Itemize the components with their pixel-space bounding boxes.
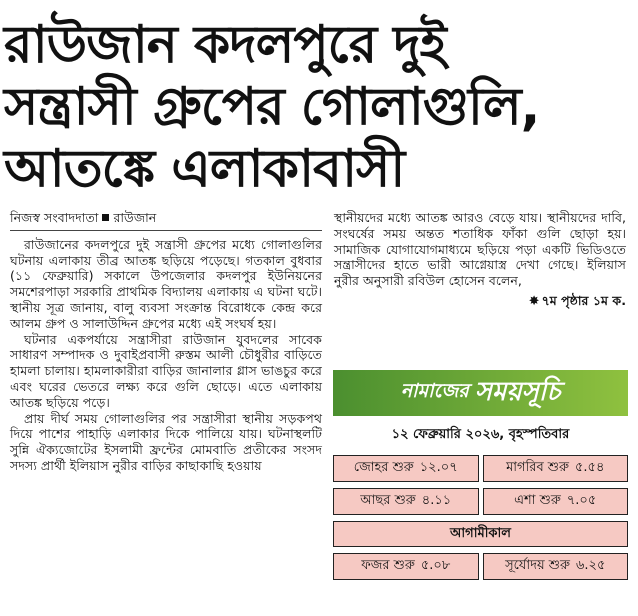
location: রাউজান	[113, 210, 157, 225]
article-paragraph: স্থানীয়দের মধ্যে আতঙ্ক আরও বেড়ে যায়। স্থানীয়দের দাবি, সংঘর্ষের সময় অন্তত শতাধিক ফাঁকা গুলি ছোড়া হয়। সামাজিক যোগাযোগমাধ্যমে ছড়িয়ে পড়া একটি ভিডিওতে সন্ত্রাসীদের হাতে ভারী আগ্নেয়াস্ত্র দেখা গেছে। ইলিয়াস নুরীর অনুসারী রবিউল হোসেন বলেন,	[334, 210, 626, 289]
prayer-banner-small: নামাজের	[400, 380, 469, 402]
prayer-label: মাগরিব শুরু	[506, 460, 569, 475]
prayer-label: এশা শুরু	[514, 493, 561, 508]
prayer-cell	[483, 553, 629, 580]
article-paragraph: প্রায় দীর্ঘ সময় গোলাগুলির পর সন্ত্রাসীরা স্থানীয় সড়কপথ দিয়ে পাশের পাহাড়ি এলাকার দিকে পালিয়ে যায়। ঘটনাস্থলটি সুন্নি ঐক্যজোটের ইসলামী ফ্রন্টের মোমবাতি প্রতীকের সংসদ সদস্য প্রার্থী ইলিয়াস নুরীর বাড়ির কাছাকাছি হওয়ায়	[10, 410, 322, 473]
prayer-cell	[333, 455, 479, 482]
headline-line: রাউজান কদলপুরে দুই	[4, 15, 446, 75]
prayer-banner	[333, 370, 628, 416]
prayer-time: ৪.১১	[421, 493, 452, 508]
article-paragraph: ঘটনার একপর্যায়ে সন্ত্রাসীরা রাউজান যুবদলের সাবেক সাধারণ সম্পাদক ও দুবাইপ্রবাসী রুস্তম আলী চৌধুরীর বাড়িতে হামলা চালায়। হামলাকারীরা বাড়ির জানালার গ্লাস ভাঙচুর করে এবং ঘরের ভেতরে লক্ষ্য করে গুলি ছোড়ে। এতে এলাকায় আতঙ্ক ছড়িয়ে পড়ে।	[10, 331, 322, 410]
article-right-column	[334, 210, 626, 310]
byline	[10, 210, 322, 226]
prayer-cell	[483, 455, 629, 482]
tomorrow-header: আগামীকাল	[333, 521, 628, 547]
square-bullet-icon	[102, 214, 109, 221]
prayer-cell	[333, 553, 479, 580]
divider	[10, 230, 322, 231]
reporter: নিজস্ব সংবাদদাতা	[10, 210, 99, 225]
prayer-time: ৫.৫৪	[574, 460, 605, 475]
star-icon: ✸	[528, 293, 540, 309]
prayer-label: জোহর শুরু	[353, 460, 414, 475]
prayer-cell	[483, 488, 629, 515]
headline-line: আতঙ্কে এলাকাবাসী	[4, 139, 405, 199]
prayer-label: ফজর শুরু	[361, 558, 415, 573]
headline-line: সন্ত্রাসী গ্রুপের গোলাগুলি,	[4, 77, 540, 137]
continued-text: ৭ম পৃষ্ঠার ১ম ক.	[541, 292, 626, 308]
prayer-cell	[333, 488, 479, 515]
prayer-row	[333, 455, 628, 482]
prayer-banner-large: সময়সূচি	[474, 377, 561, 407]
prayer-time: ৬.২৫	[575, 558, 606, 573]
article-left-column	[10, 210, 322, 474]
prayer-time: ১২.০৭	[419, 460, 458, 475]
prayer-row	[333, 553, 628, 580]
prayer-time: ৫.০৮	[420, 558, 451, 573]
prayer-date: ১২ ফেব্রুয়ারি ২০২৬, বৃহস্পতিবার	[391, 427, 570, 442]
prayer-label: সূর্যোদয় শুরু	[505, 558, 570, 573]
prayer-time: ৭.০৫	[566, 493, 597, 508]
prayer-schedule-box	[333, 370, 628, 586]
article-paragraph: রাউজানের কদলপুরে দুই সন্ত্রাসী গ্রুপের মধ্যে গোলাগুলির ঘটনায় এলাকায় তীব্র আতঙ্ক ছড়িয়ে পড়েছে। গতকাল বুধবার (১১ ফেব্রুয়ারি) সকালে উপজেলার কদলপুর ইউনিয়নের সমশেরপাড়া সরকারি প্রাথমিক বিদ্যালয় এলাকায় এ ঘটনা ঘটে। স্থানীয় সূত্র জানায়, বালু ব্যবসা সংক্রান্ত বিরোধকে কেন্দ্র করে আলম গ্রুপ ও সালাউদ্দিন গ্রুপের মধ্যে এই সংঘর্ষ হয়।	[10, 236, 322, 331]
prayer-row	[333, 488, 628, 515]
continued-note	[334, 293, 626, 310]
prayer-label: আছর শুরু	[360, 493, 416, 508]
headline	[4, 14, 634, 200]
